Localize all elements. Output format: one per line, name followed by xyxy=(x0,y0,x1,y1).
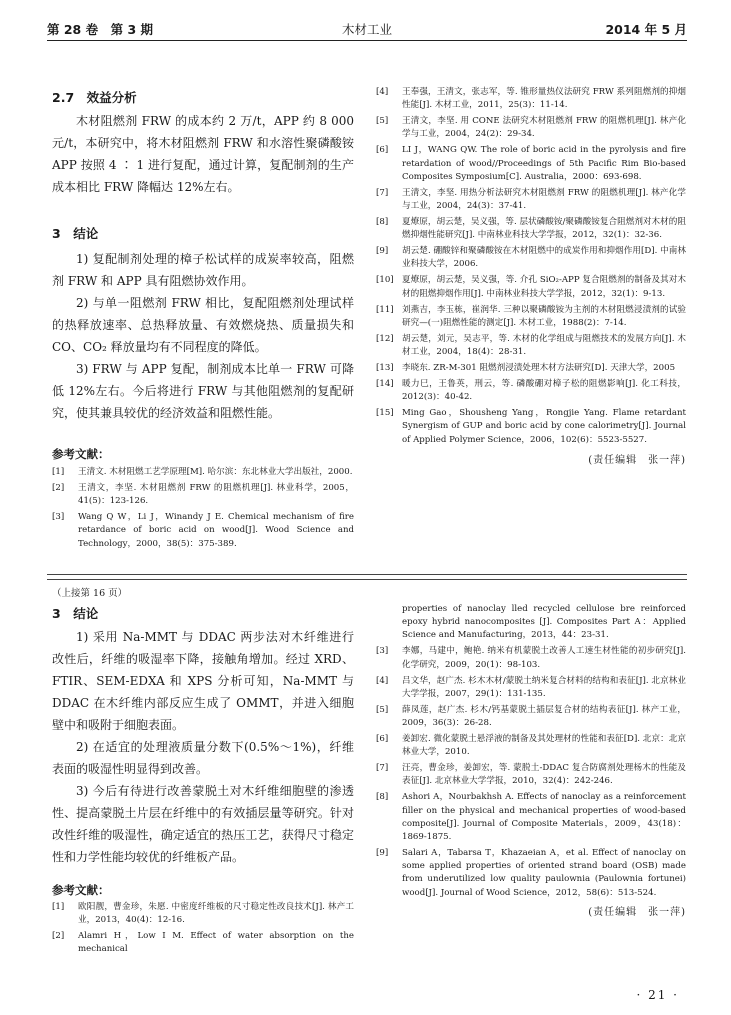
top-right-column xyxy=(376,86,686,466)
reference-item: [5] 王清文，李坚. 用 CONE 法研究木材阻燃剂 FRW 的阻燃机理[J]. 林产化学与工业，2004，24(2)：29-34. xyxy=(376,116,686,140)
reference-item: [2] 王清文，李坚. 木材阻燃剂 FRW 的阻燃机理[J]. 林业科学，2005，41(5)：123-126. xyxy=(52,483,354,507)
reference-item: [11] 刘燕吉，李玉栋，崔润华. 三种以聚磷酸铵为主剂的木材阻燃浸渍剂的试验研究—(一)阻燃性能的测定[J]. 木材工业，1988(2)：7-14. xyxy=(376,304,686,328)
article-divider xyxy=(47,574,687,580)
reference-item: [13] 李晓东. ZR-M-301 阻燃剂浸渍处理木材方法研究[D]. 天津大学，2005 xyxy=(376,363,676,374)
page-number: · 21 · xyxy=(636,988,679,1002)
reference-item: [8] Ashori A，Nourbakhsh A. Effects of nanoclay as a reinforcement filler on the physical and mechanical properties of wood-based composite[J]. Journal of Composite Materials，2009，43(18)：1869-1875. xyxy=(376,792,686,843)
reference-item: [6] 姜卸宏. 微化蒙脱土悬浮液的制备及其处理材的性能和表征[D]. 北京：北京林业大学，2010. xyxy=(376,734,686,758)
running-header xyxy=(47,16,687,41)
reference-item: [7] 王清文，李坚. 用热分析法研究木材阻燃剂 FRW 的阻燃机理[J]. 林产化学与工业，2004，24(3)：37-41. xyxy=(376,187,686,212)
references-list xyxy=(376,86,686,447)
conclusion-paragraph: 3) 今后有待进行改善蒙脱土对木纤维细胞壁的渗透性、提高蒙脱土片层在纤维中的有效插层量等研究。针对改性纤维的吸湿性，确定适宜的热压工艺，获得尺寸稳定性和力学性能均较优的纤维板产品。 xyxy=(52,784,354,864)
references-list xyxy=(376,645,686,899)
section-2-7-title: 2.7 效益分析 xyxy=(52,90,137,105)
references-title: 参考文献： xyxy=(52,883,110,897)
reference-item: [9] 胡云楚. 硼酸锌和聚磷酸铵在木材阻燃中的成炭作用和抑烟作用[D]. 中南林业科技大学，2006. xyxy=(376,246,686,270)
conclusion-title: 3 结论 xyxy=(52,226,99,241)
reference-item: [6] LI J，WANG QW. The role of boric acid in the pyrolysis and fire retardation of wood//Proceedings of 5th Pacific Rim Bio-based Composites Symposium[C]. Australia，2000：693-698. xyxy=(376,145,686,182)
top-left-column xyxy=(52,88,354,554)
conclusion-paragraph: 2) 在适宜的处理液质量分数下(0.5%～1%)，纤维表面的吸湿性明显得到改善。 xyxy=(52,740,354,776)
reference-item: [5] 薛凤莲，赵广杰. 杉木/钙基蒙脱土插层复合材的结构表征[J]. 林产工业，2009，36(3)：26-28. xyxy=(376,704,686,729)
volume-issue: 第 28 卷 第 3 期 xyxy=(47,22,153,37)
reference-item: [1] 欧阳靓，曹金珍，朱愿. 中密度纤维板的尺寸稳定性改良技术[J]. 林产工业，2013，40(4)：12-16. xyxy=(52,902,354,926)
reference-item: [3] Wang Q W，Li J，Winandy J E. Chemical mechanism of fire retardance of boric acid on wood[J]. Wood Science and Technology，2000，38(5)：375-389. xyxy=(52,512,354,549)
conclusion-paragraph: 1) 复配制剂处理的樟子松试样的成炭率较高，阻燃剂 FRW 和 APP 具有阻燃协效作用。 xyxy=(52,252,354,288)
journal-name: 木材工业 xyxy=(341,22,392,37)
reference-item: [12] 胡云楚，刘元，吴志平，等. 木材的化学组成与阻燃技术的发展方向[J]. 木材工业，2004，18(4)：28-31. xyxy=(376,333,686,358)
reference-item: [4] 吕文华，赵广杰. 杉木木材/蒙脱土纳米复合材料的结构和表征[J]. 北京林业大学学报，2007，29(1)：131-135. xyxy=(376,675,686,699)
reference-item: [3] 李娜，马建中，鲍艳. 纳米有机蒙脱土改善人工速生材性能的初步研究[J]. 化学研究，2009，20(1)：98-103. xyxy=(376,646,686,670)
reference-item: [1] 王清文. 木材阻燃工艺学原理[M]. 哈尔滨：东北林业大学出版社，2000. xyxy=(52,467,353,477)
issue-date: 2014 年 5 月 xyxy=(605,22,687,37)
reference-item: [10] 夏燎原，胡云楚，吴义强，等. 介孔 SiO₂-APP 复合阻燃剂的制备及其对木材的阻燃抑烟作用[J]. 中南林业科技大学学报，2012，32(1)：9-13. xyxy=(376,275,686,299)
reference-item: [15] Ming Gao，Shousheng Yang，Rongjie Yang. Flame retardant Synergism of GUP and boric acid by cone calorimetry[J]. Journal of Applied Polymer Science，2006，102(6)：5523-5527. xyxy=(376,408,686,445)
conclusion-paragraph: 2) 与单一阻燃剂 FRW 相比，复配阻燃剂处理试样的热释放速率、总热释放量、有效燃烧热、质量损失和 CO、CO₂ 释放量均有不同程度的降低。 xyxy=(52,296,354,354)
references-list xyxy=(52,466,354,551)
reference-item: [8] 夏燎原，胡云楚，吴义强，等. 层状磷酸铵/聚磷酸铵复合阻燃剂对木材的阻燃抑烟性能研究[J]. 中南林业科技大学学报，2012，32(1)：32-36. xyxy=(376,217,686,241)
conclusion-paragraph: 3) FRW 与 APP 复配，制剂成本比单一 FRW 可降低 12%左右。今后将进行 FRW 与其他阻燃剂的复配研究，使其兼具较优的经济效益和阻燃性能。 xyxy=(52,362,354,420)
conclusion-paragraph: 1) 采用 Na-MMT 与 DDAC 两步法对木纤维进行改性后，纤维的吸湿率下降，接触角增加。经过 XRD、FTIR、SEM-EDXA 和 XPS 分析可知，Na-MMT 与 DDAC 在木纤维内部反应生成了 OMMT，并进入细胞壁中和吸附于细胞表面。 xyxy=(52,630,354,732)
editor-credit: (责任编辑 张一萍) xyxy=(588,454,686,466)
reference-item: [2] Alamri H，Low I M. Effect of water absorption on the mechanical xyxy=(52,931,354,955)
reference-item: [14] 暖力巳，王鲁英，刑云，等. 磷酸硼对樟子松的阻燃影响[J]. 化工科技，2012(3)：40-42. xyxy=(376,379,686,403)
editor-credit: (责任编辑 张一萍) xyxy=(588,906,686,918)
references-list xyxy=(52,901,354,957)
reference-item: [7] 汪亮，曹金珍，姜卸宏，等. 蒙脱土-DDAC 复合防腐剂处理杨木的性能及表征[J]. 北京林业大学学报，2010，32(4)：242-246. xyxy=(376,763,686,787)
references-title: 参考文献： xyxy=(52,447,110,461)
reference-item: [9] Salari A，Tabarsa T，Khazaeian A，et al. Effect of nanoclay on some applied properties of oriented strand board (OSB) made from underutilized low quality paulownia (Paulownia fortunei) wood[J]. Journal of Wood Science，2012，58(6)：513-524. xyxy=(376,848,686,898)
bottom-right-column xyxy=(376,603,686,918)
bottom-left-column xyxy=(52,604,354,959)
reference-continuation: properties of nanoclay lled recycled cellulose bre reinforced epoxy hybrid nanocomposites [J]. Composites Part A：Applied Science and Manufacturing，2013，44：23-31. xyxy=(402,604,686,641)
reference-item: [4] 王奉强，王清文，张志军，等. 锥形量热仪法研究 FRW 系列阻燃剂的抑烟性能[J]. 木材工业，2011，25(3)：11-14. xyxy=(376,87,686,111)
conclusion-title: 3 结论 xyxy=(52,606,99,621)
section-2-7-paragraph: 木材阻燃剂 FRW 的成本约 2 万/t，APP 约 8 000 元/t，本研究中，将木材阻燃剂 FRW 和水溶性聚磷酸铵 APP 按照 4 ∶ 1 进行复配，通过计算，复配制剂的生产成本相比 FRW 降幅达 12%左右。 xyxy=(52,114,354,194)
continued-note: （上接第 16 页） xyxy=(52,588,128,599)
